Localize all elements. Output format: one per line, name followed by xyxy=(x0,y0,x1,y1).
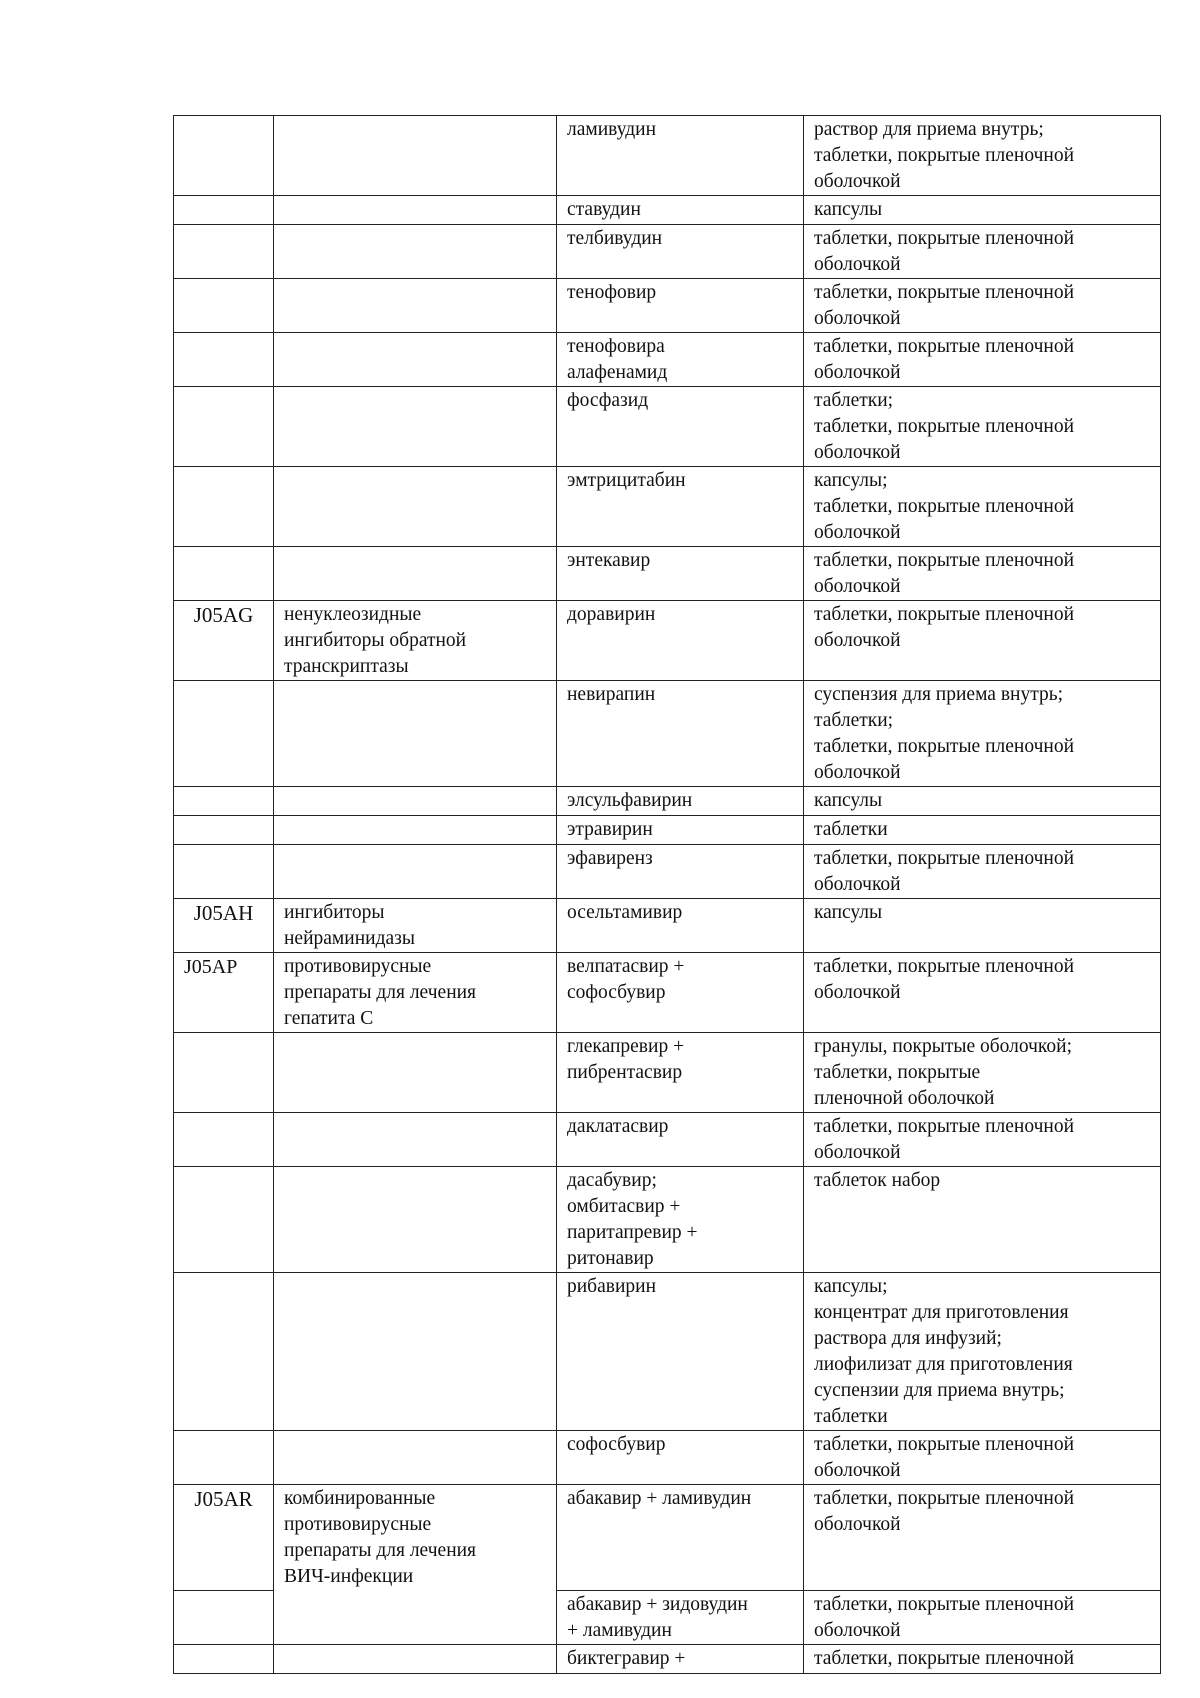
atc-code-cell: J05AP xyxy=(174,953,274,1033)
table-row xyxy=(174,816,1161,845)
table-body xyxy=(174,116,1161,1674)
table-row xyxy=(174,547,1161,601)
atc-code-cell xyxy=(174,547,274,601)
dosage-form-cell: капсулы; концентрат для приготовления раствора для инфузий; лиофилизат для приготовления суспензии для приема внутрь; таблетки xyxy=(804,1273,1161,1431)
table-row xyxy=(174,1590,1161,1644)
pharmacological-group-cell xyxy=(274,787,557,816)
dosage-form-cell: таблетки, покрытые пленочной xyxy=(804,1644,1161,1673)
drug-name-cell: эмтрицитабин xyxy=(557,467,804,547)
pharmacological-group-cell xyxy=(274,547,557,601)
drug-name-cell: биктегравир + xyxy=(557,1644,804,1673)
dosage-form-cell: капсулы; таблетки, покрытые пленочной оболочкой xyxy=(804,467,1161,547)
dosage-form-cell: таблетки, покрытые пленочной оболочкой xyxy=(804,845,1161,899)
pharmacological-group-cell xyxy=(274,1167,557,1273)
dosage-form-cell: таблетки; таблетки, покрытые пленочной оболочкой xyxy=(804,387,1161,467)
pharmacological-group-cell xyxy=(274,1033,557,1113)
pharmacological-group-cell xyxy=(274,1644,557,1673)
table-row xyxy=(174,1644,1161,1673)
dosage-form-cell: таблеток набор xyxy=(804,1167,1161,1273)
table-row xyxy=(174,387,1161,467)
pharmacological-group-cell: противовирусные препараты для лечения гепатита C xyxy=(274,953,557,1033)
drug-name-cell: тенофовир xyxy=(557,279,804,333)
pharmacological-group-cell xyxy=(274,845,557,899)
atc-code-cell xyxy=(174,787,274,816)
drug-name-cell: энтекавир xyxy=(557,547,804,601)
drug-name-cell: телбивудин xyxy=(557,225,804,279)
drug-name-cell: абакавир + ламивудин xyxy=(557,1485,804,1591)
pharmacological-group-cell: ненуклеозидные ингибиторы обратной транскриптазы xyxy=(274,601,557,681)
table-row xyxy=(174,1273,1161,1431)
atc-code-cell xyxy=(174,1273,274,1431)
pharmacological-group-cell: комбинированные противовирусные препараты для лечения ВИЧ-инфекции xyxy=(274,1485,557,1591)
dosage-form-cell: таблетки, покрытые пленочной оболочкой xyxy=(804,547,1161,601)
atc-code-cell xyxy=(174,845,274,899)
pharmacological-group-cell xyxy=(274,1273,557,1431)
drug-name-cell: ламивудин xyxy=(557,116,804,196)
drug-name-cell: глекапревир + пибрентасвир xyxy=(557,1033,804,1113)
drug-name-cell: невирапин xyxy=(557,681,804,787)
drug-name-cell: абакавир + зидовудин + ламивудин xyxy=(557,1590,804,1644)
pharmacological-group-cell xyxy=(274,1113,557,1167)
drug-name-cell: велпатасвир + софосбувир xyxy=(557,953,804,1033)
drug-name-cell: даклатасвир xyxy=(557,1113,804,1167)
atc-code-cell xyxy=(174,225,274,279)
drug-name-cell: элсульфавирин xyxy=(557,787,804,816)
dosage-form-cell: таблетки, покрытые пленочной оболочкой xyxy=(804,1590,1161,1644)
table-row xyxy=(174,899,1161,953)
table-row xyxy=(174,681,1161,787)
table-row xyxy=(174,467,1161,547)
table-row xyxy=(174,225,1161,279)
dosage-form-cell: таблетки, покрытые пленочной оболочкой xyxy=(804,601,1161,681)
atc-code-cell xyxy=(174,816,274,845)
table-row xyxy=(174,787,1161,816)
table-row xyxy=(174,1033,1161,1113)
table-row xyxy=(174,601,1161,681)
atc-code-cell: J05AR xyxy=(174,1485,274,1591)
table-row xyxy=(174,279,1161,333)
table-row xyxy=(174,1485,1161,1591)
atc-code-cell: J05AG xyxy=(174,601,274,681)
drug-name-cell: эфавиренз xyxy=(557,845,804,899)
drug-name-cell: тенофовира алафенамид xyxy=(557,333,804,387)
pharmacological-group-cell xyxy=(274,196,557,225)
drug-name-cell: дасабувир; омбитасвир + паритапревир + ритонавир xyxy=(557,1167,804,1273)
atc-code-cell xyxy=(174,467,274,547)
table-row xyxy=(174,333,1161,387)
pharmacological-group-cell xyxy=(274,387,557,467)
drug-name-cell: доравирин xyxy=(557,601,804,681)
drug-table xyxy=(173,115,1161,1674)
pharmacological-group-cell xyxy=(274,225,557,279)
atc-code-cell xyxy=(174,279,274,333)
dosage-form-cell: гранулы, покрытые оболочкой; таблетки, покрытые пленочной оболочкой xyxy=(804,1033,1161,1113)
pharmacological-group-cell xyxy=(274,1590,557,1644)
dosage-form-cell: таблетки, покрытые пленочной оболочкой xyxy=(804,333,1161,387)
atc-code-cell xyxy=(174,387,274,467)
drug-name-cell: этравирин xyxy=(557,816,804,845)
atc-code-cell xyxy=(174,1113,274,1167)
dosage-form-cell: таблетки, покрытые пленочной оболочкой xyxy=(804,1431,1161,1485)
dosage-form-cell: таблетки, покрытые пленочной оболочкой xyxy=(804,225,1161,279)
atc-code-cell xyxy=(174,333,274,387)
dosage-form-cell: капсулы xyxy=(804,196,1161,225)
dosage-form-cell: суспензия для приема внутрь; таблетки; таблетки, покрытые пленочной оболочкой xyxy=(804,681,1161,787)
table-row xyxy=(174,1431,1161,1485)
drug-name-cell: фосфазид xyxy=(557,387,804,467)
atc-code-cell xyxy=(174,1167,274,1273)
dosage-form-cell: раствор для приема внутрь; таблетки, покрытые пленочной оболочкой xyxy=(804,116,1161,196)
atc-code-cell xyxy=(174,1431,274,1485)
table-row xyxy=(174,116,1161,196)
atc-code-cell xyxy=(174,116,274,196)
drug-name-cell: софосбувир xyxy=(557,1431,804,1485)
dosage-form-cell: капсулы xyxy=(804,899,1161,953)
atc-code-cell xyxy=(174,681,274,787)
pharmacological-group-cell: ингибиторы нейраминидазы xyxy=(274,899,557,953)
table-row xyxy=(174,953,1161,1033)
pharmacological-group-cell xyxy=(274,467,557,547)
atc-code-cell xyxy=(174,1644,274,1673)
drug-name-cell: рибавирин xyxy=(557,1273,804,1431)
pharmacological-group-cell xyxy=(274,1431,557,1485)
dosage-form-cell: таблетки xyxy=(804,816,1161,845)
dosage-form-cell: таблетки, покрытые пленочной оболочкой xyxy=(804,1113,1161,1167)
atc-code-cell xyxy=(174,196,274,225)
drug-name-cell: ставудин xyxy=(557,196,804,225)
pharmacological-group-cell xyxy=(274,816,557,845)
dosage-form-cell: таблетки, покрытые пленочной оболочкой xyxy=(804,953,1161,1033)
table-row xyxy=(174,1167,1161,1273)
table-row xyxy=(174,1113,1161,1167)
pharmacological-group-cell xyxy=(274,333,557,387)
table-row xyxy=(174,196,1161,225)
table-row xyxy=(174,845,1161,899)
dosage-form-cell: таблетки, покрытые пленочной оболочкой xyxy=(804,1485,1161,1591)
pharmacological-group-cell xyxy=(274,116,557,196)
atc-code-cell: J05AH xyxy=(174,899,274,953)
dosage-form-cell: капсулы xyxy=(804,787,1161,816)
pharmacological-group-cell xyxy=(274,681,557,787)
dosage-form-cell: таблетки, покрытые пленочной оболочкой xyxy=(804,279,1161,333)
atc-code-cell xyxy=(174,1033,274,1113)
drug-name-cell: осельтамивир xyxy=(557,899,804,953)
atc-code-cell xyxy=(174,1590,274,1644)
pharmacological-group-cell xyxy=(274,279,557,333)
